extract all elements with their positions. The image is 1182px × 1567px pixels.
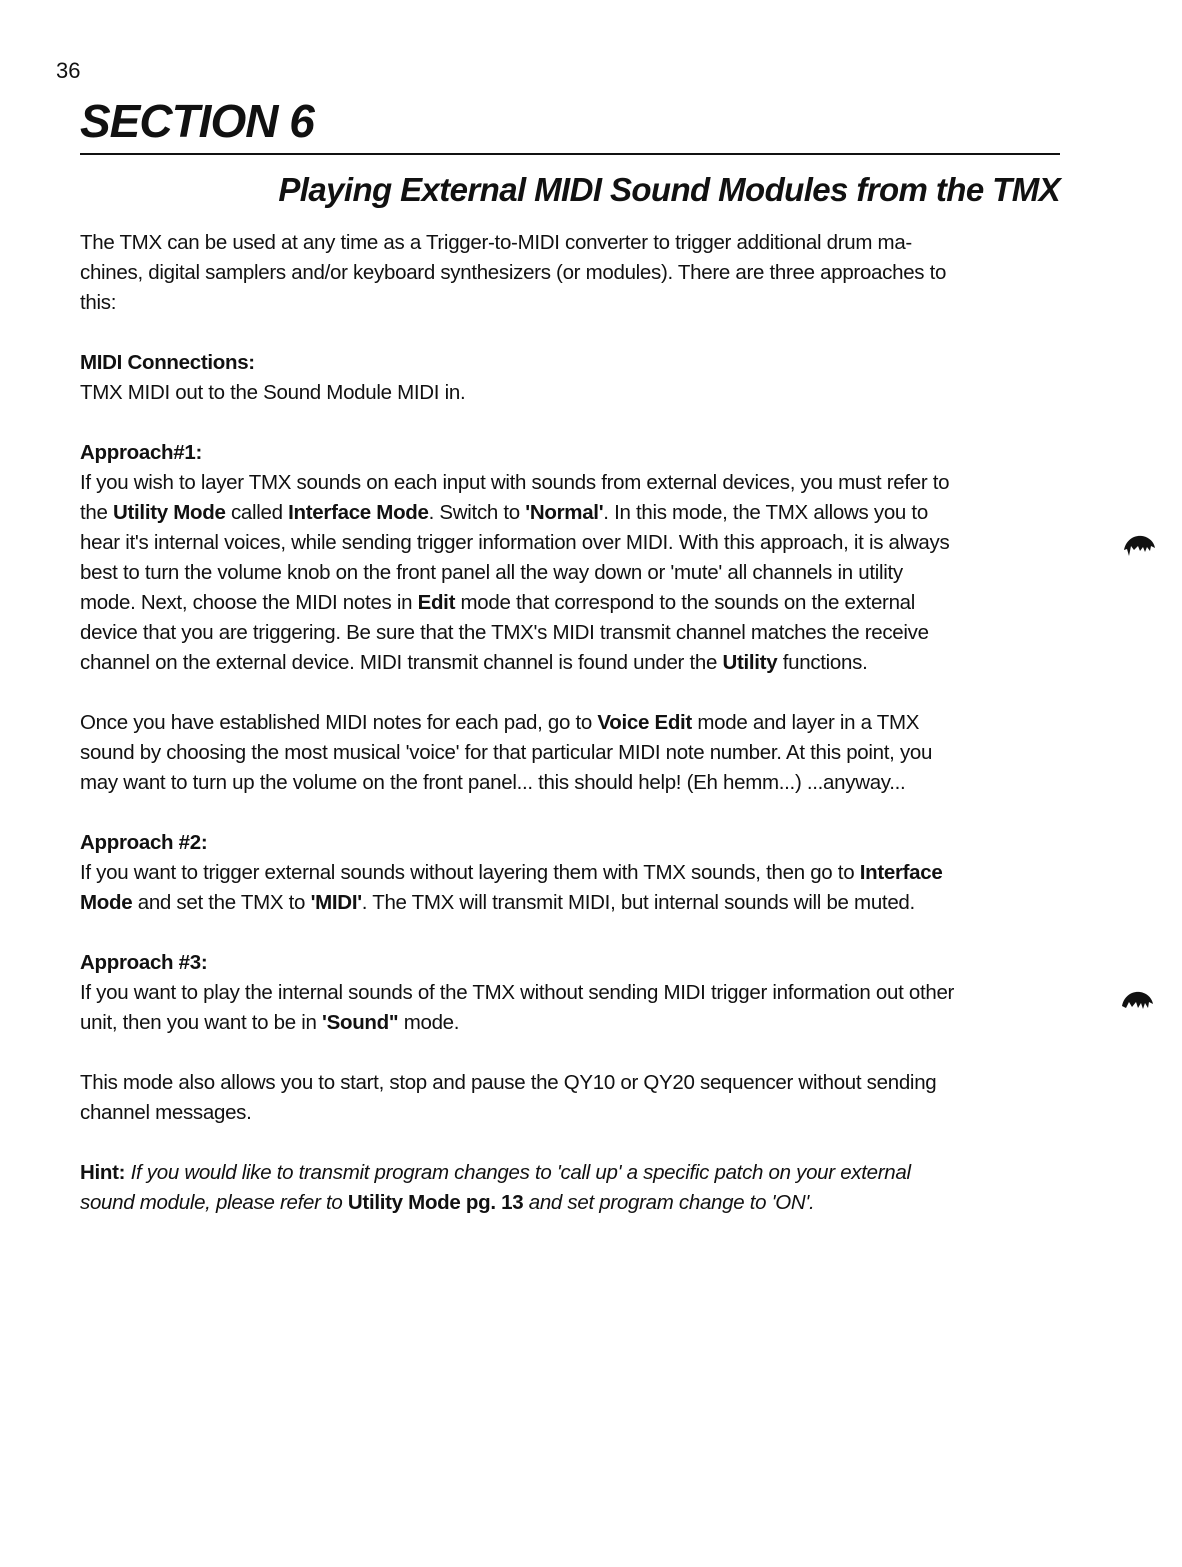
midi-connections-text: TMX MIDI out to the Sound Module MIDI in. (80, 381, 466, 404)
section-title: SECTION 6 (80, 95, 314, 147)
title-rule (80, 153, 1060, 155)
midi-connections-heading: MIDI Connections: (80, 351, 255, 374)
approach1-heading: Approach#1: (80, 441, 203, 464)
hint-label: Hint: (80, 1161, 126, 1184)
approach1-paragraph-2: Once you have established MIDI notes for each pad, go to Voice Edit mode and layer in a TMX sound by choosing the most musical 'voice' for that particular MIDI note number. At this point, you may want to turn up the volume on the front panel... this should help! (Eh hemm...) ...anyway... (80, 711, 933, 794)
page-number: 36 (56, 58, 81, 83)
hint-paragraph: Hint: If you would like to transmit program changes to 'call up' a specific patch on your external sound module, please refer to Utility Mode pg. 13 and set program change to 'ON'. (80, 1161, 911, 1214)
approach3-heading: Approach #3: (80, 951, 208, 974)
intro-paragraph: The TMX can be used at any time as a Trigger-to-MIDI converter to trigger additional drum ma- chines, digital samplers and/or keyboard synthesizers (or modules). There are three approaches to this: (80, 231, 947, 314)
approach1-paragraph: If you wish to layer TMX sounds on each input with sounds from external devices, you must refer to the Utility Mode called Interface Mode. Switch to 'Normal'. In this mode, the TMX allows you to hear it's internal voices, while sending trigger information over MIDI. With this approach, it is always best to turn the volume knob on the front panel all the way down or 'mute' all channels in utility mode. Next, choose the MIDI notes in Edit mode that correspond to the sounds on the external device that you are triggering. Be sure that the TMX's MIDI transmit channel matches the receive channel on the external device. MIDI transmit channel is found under the Utility functions. (80, 471, 950, 674)
binder-hole-mark-icon (1120, 988, 1154, 1014)
binder-hole-mark-icon (1122, 532, 1156, 558)
approach3-paragraph: If you want to play the internal sounds of the TMX without sending MIDI trigger information out other unit, then you want to be in 'Sound" mode. (80, 981, 955, 1034)
approach2-heading: Approach #2: (80, 831, 208, 854)
section-subtitle: Playing External MIDI Sound Modules from the TMX (278, 171, 1060, 208)
approach3-paragraph-2: This mode also allows you to start, stop and pause the QY10 or QY20 sequencer without sending channel messages. (80, 1071, 937, 1124)
approach2-paragraph: If you want to trigger external sounds without layering them with TMX sounds, then go to Interface Mode and set the TMX to 'MIDI'. The TMX will transmit MIDI, but internal sounds will be muted. (80, 861, 943, 914)
body-text (80, 228, 1065, 1218)
